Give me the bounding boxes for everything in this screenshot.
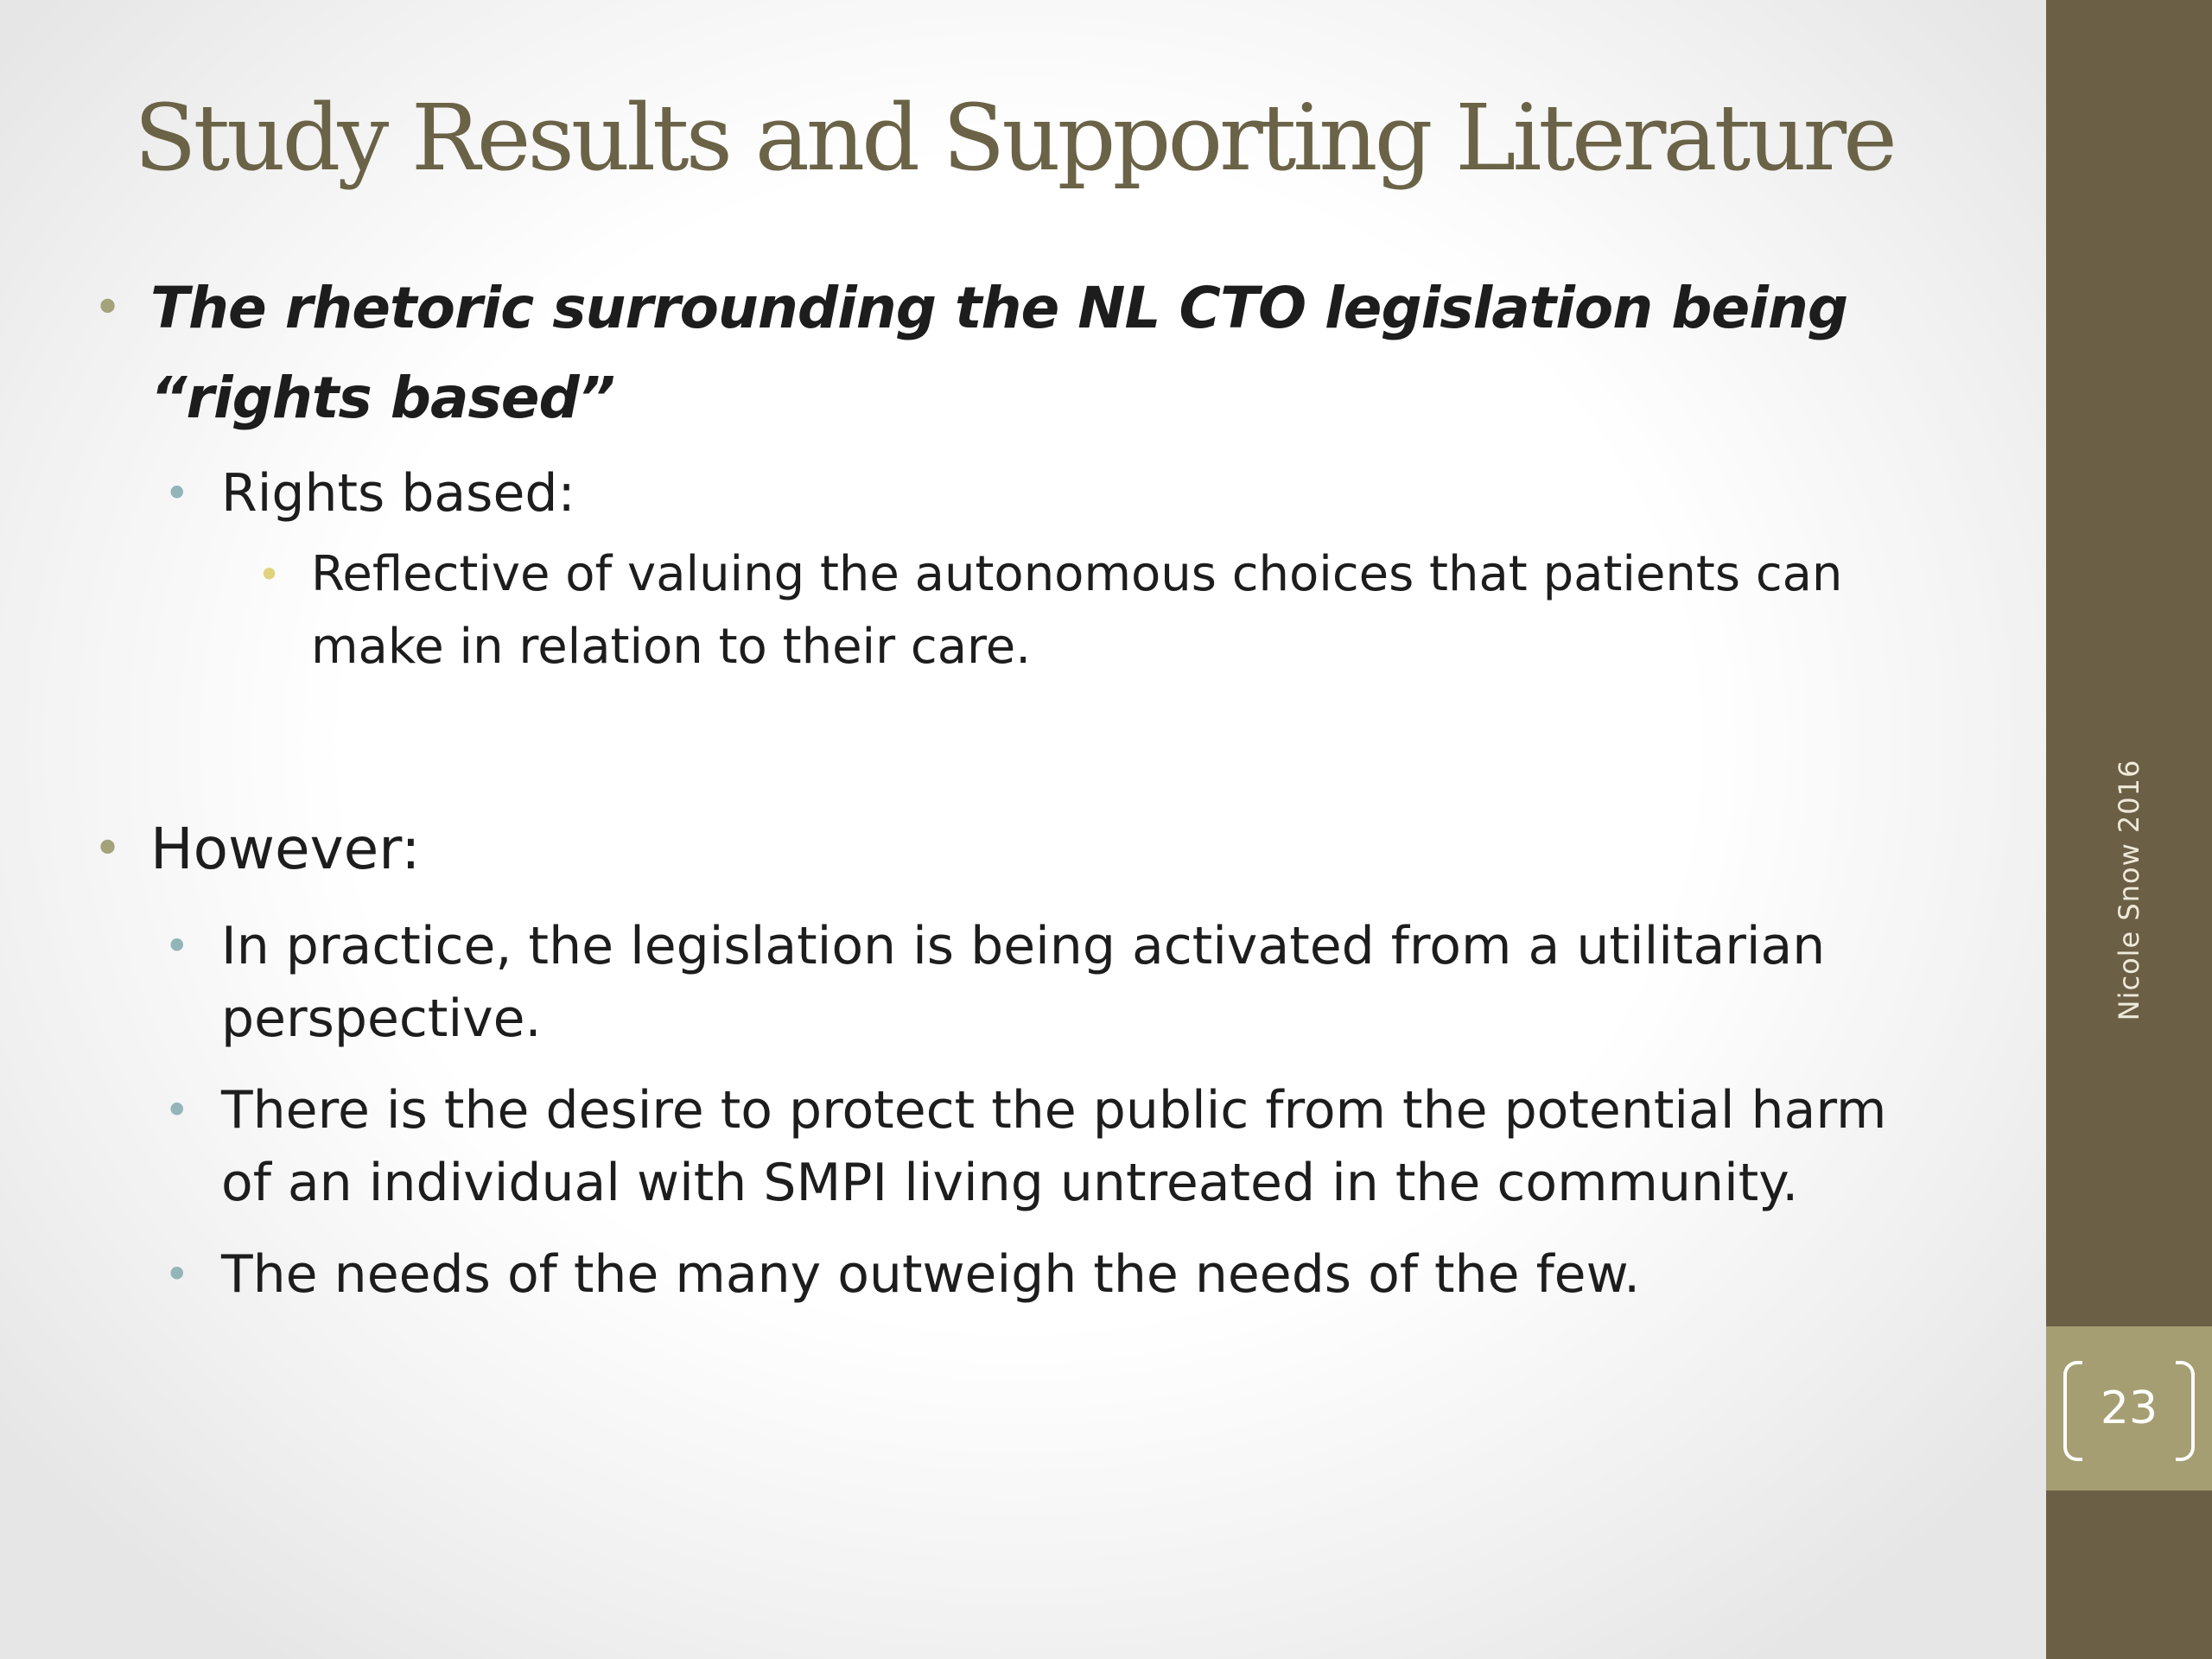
bullet-text: In practice, the legislation is being activated from a utilitarian perspective. <box>221 916 1826 1049</box>
bullet-dot-icon: • <box>93 280 123 336</box>
slide-body <box>86 264 1927 1311</box>
bullet-text: The rhetoric surrounding the NL CTO legislation being “rights based” <box>150 275 1848 431</box>
bullet-level2-rights-based <box>156 457 1927 530</box>
sidebar <box>2046 0 2212 1659</box>
bullet-level2-desire-protect <box>156 1074 1927 1219</box>
bullet-level1-however <box>86 804 1927 894</box>
bullet-dot-icon: • <box>257 551 282 598</box>
page-number: 23 <box>2100 1382 2158 1434</box>
bullet-level2-needs-many <box>156 1238 1927 1311</box>
bullet-dot-icon: • <box>164 1085 190 1135</box>
bullet-level1-rhetoric <box>86 264 1927 443</box>
bullet-text: Reflective of valuing the autonomous choices that patients can make in relation to their care. <box>311 546 1843 675</box>
page-number-box <box>2046 1326 2212 1491</box>
bullet-dot-icon: • <box>164 468 190 518</box>
footer-author: Nicole Snow 2016 <box>2113 759 2145 1021</box>
bullet-text: Rights based: <box>221 463 575 524</box>
slide-title: Study Results and Supporting Literature <box>134 85 1894 191</box>
bullet-text: However: <box>150 816 421 882</box>
bullet-dot-icon: • <box>164 921 190 971</box>
bullet-text: The needs of the many outweigh the needs of the few. <box>221 1244 1641 1305</box>
bullet-text: There is the desire to protect the public from the potential harm of an individual with SMPI living untreated in the community. <box>221 1080 1887 1213</box>
bullet-level3-reflective <box>242 538 1927 683</box>
bullet-dot-icon: • <box>164 1249 190 1300</box>
bullet-dot-icon: • <box>93 821 123 877</box>
bullet-level2-in-practice <box>156 910 1927 1055</box>
